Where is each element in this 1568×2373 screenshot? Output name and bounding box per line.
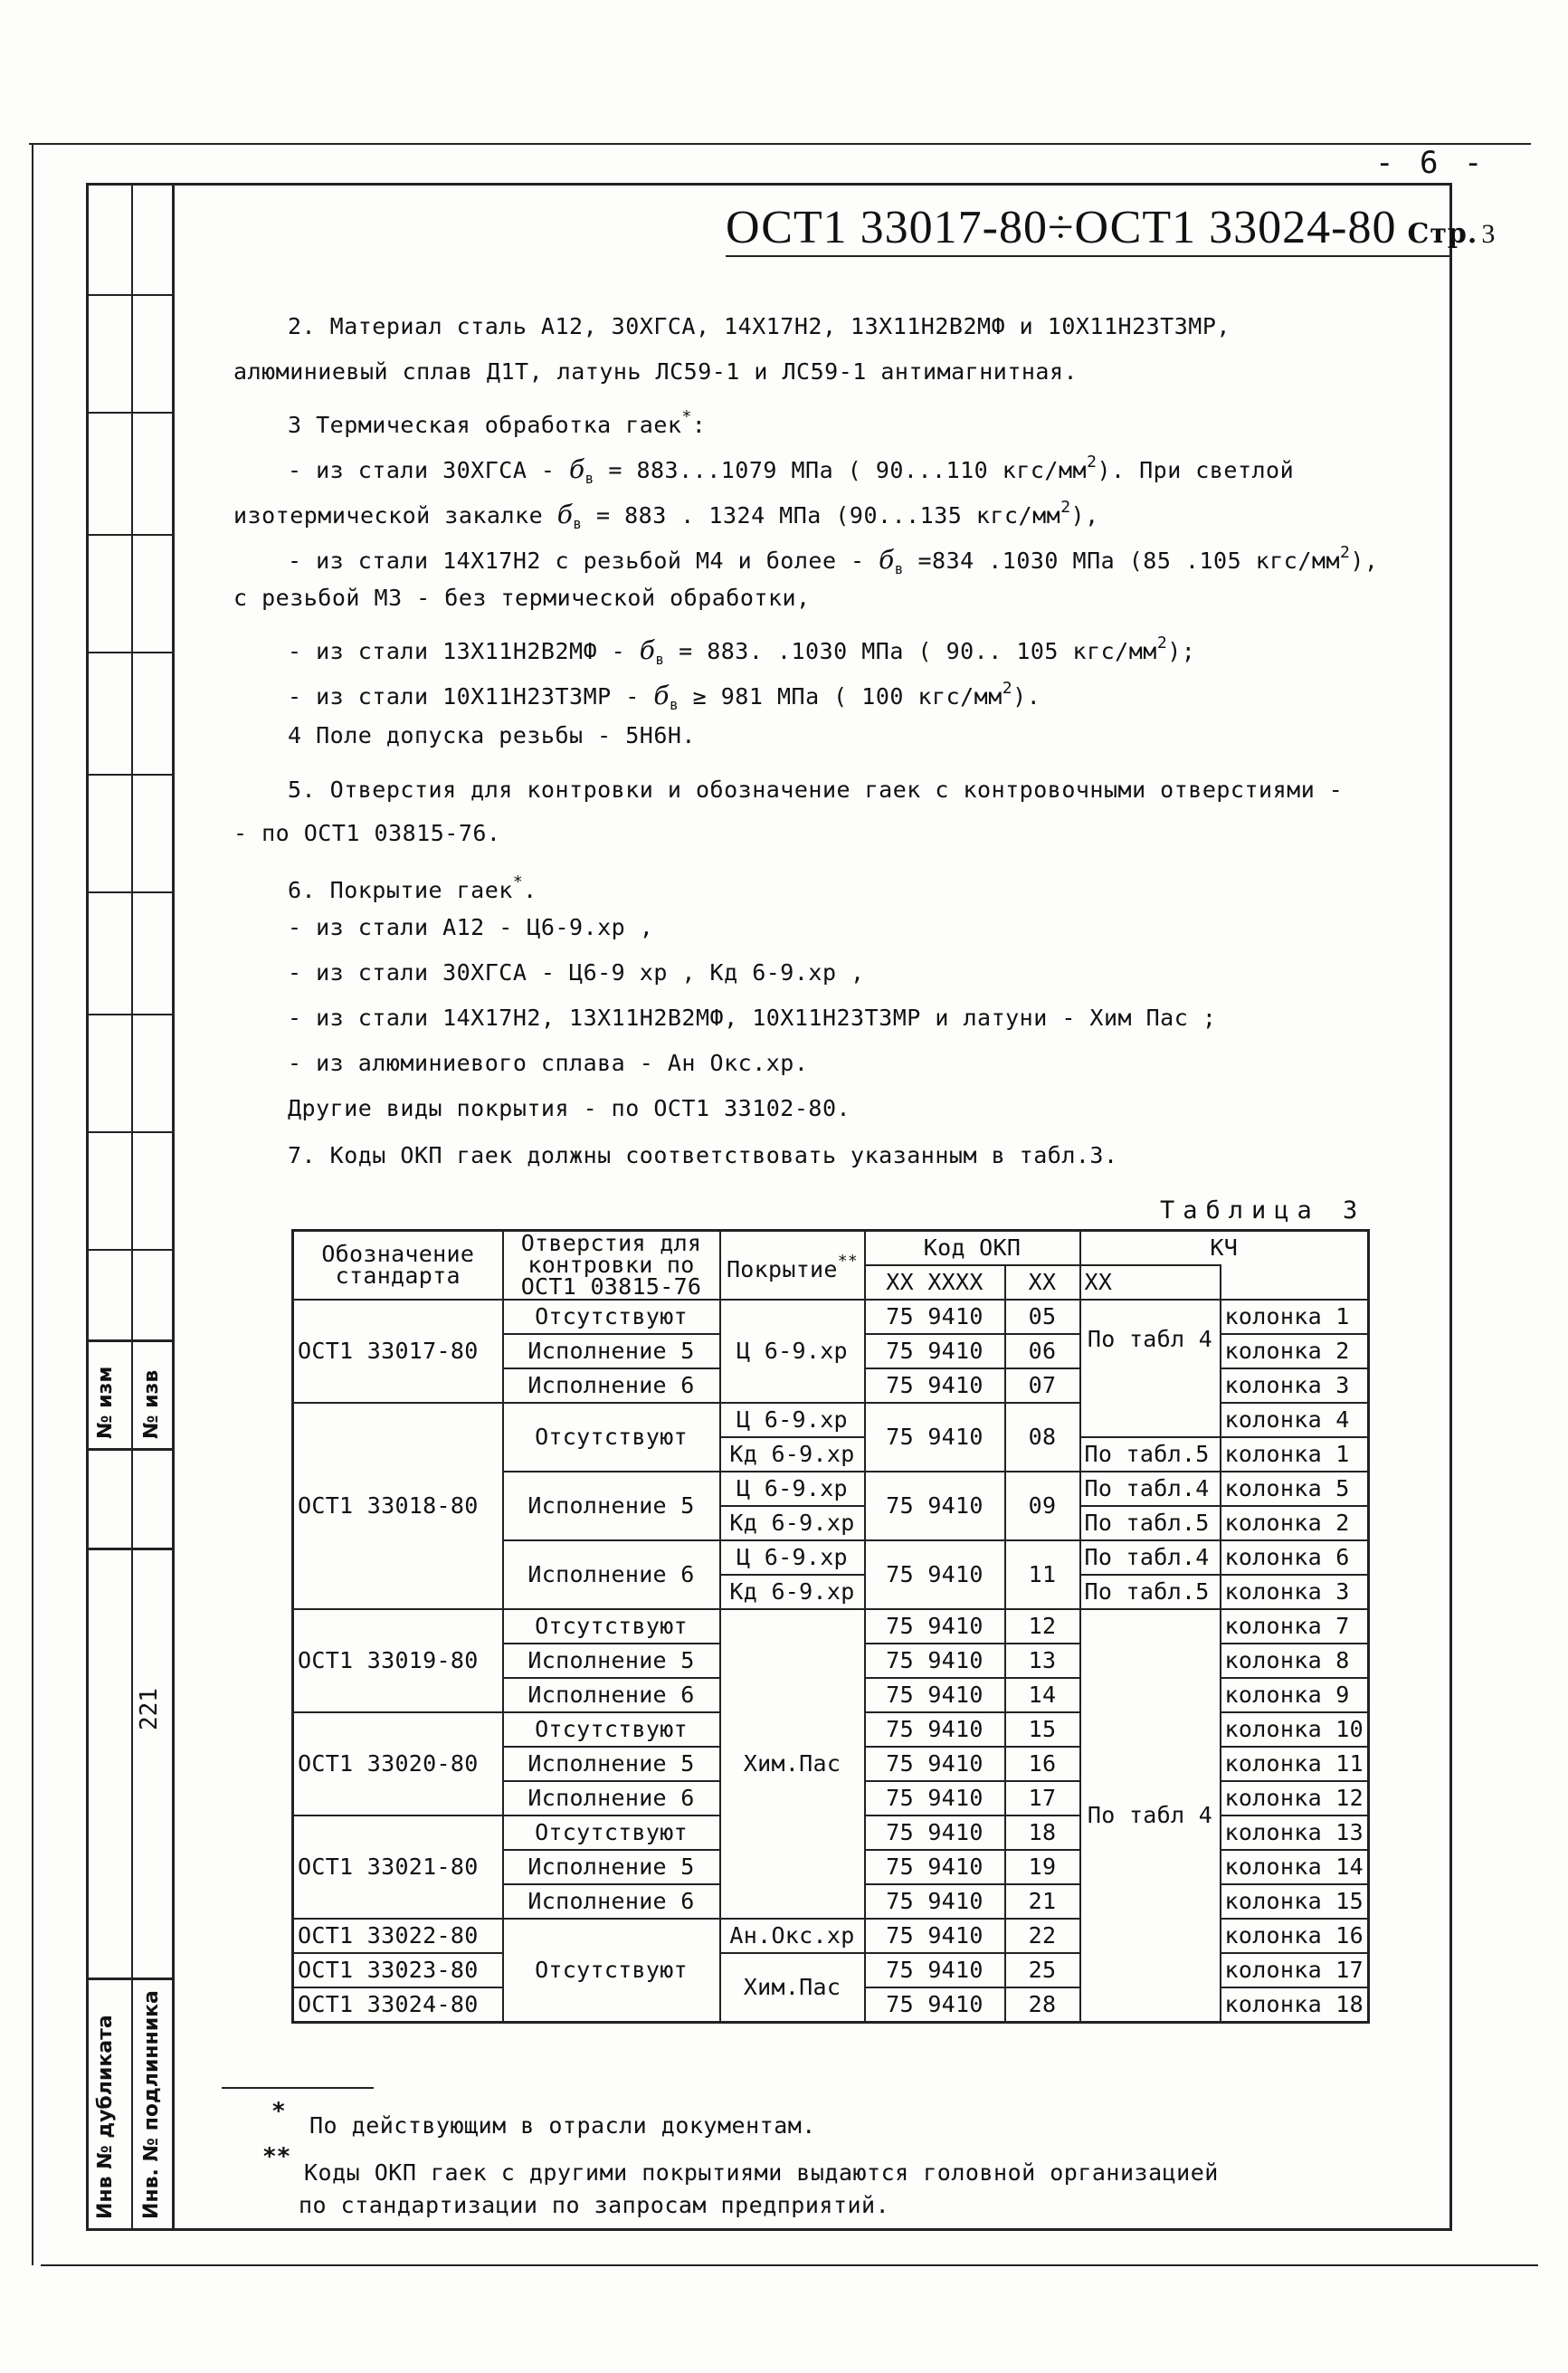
cell-suffix: 05 [1005,1300,1080,1334]
cell-std: ОСТ1 33019-80 [293,1609,503,1712]
cell-suffix: 18 [1005,1815,1080,1850]
cell-ref: По табл.5 [1080,1506,1221,1540]
strip-div [86,1131,173,1133]
cell-kch: колонка 3 [1221,1575,1369,1609]
cell-std: ОСТ1 33020-80 [293,1712,503,1815]
cell-coat: Ц 6-9.хр [720,1472,865,1506]
para-4: 4 Поле допуска резьбы - 5Н6Н. [288,722,696,748]
cell-suffix: 06 [1005,1334,1080,1368]
para-6-line-e: Другие виды покрытия - по ОСТ1 33102-80. [288,1095,851,1121]
strip-div [86,1249,173,1251]
cell-holes: Исполнение 6 [503,1368,720,1403]
cell-ref: По табл 4 [1080,1609,1221,2023]
stamp-izm: № изм [94,1366,117,1439]
cell-kch: колонка 2 [1221,1334,1369,1368]
cell-suffix: 07 [1005,1368,1080,1403]
cell-code: 75 9410 [865,1850,1005,1884]
para-6-line-b: - из стали 30ХГСА - Ц6-9 хр , Кд 6-9.хр , [288,959,865,986]
cell-kch: колонка 14 [1221,1850,1369,1884]
cell-code: 75 9410 [865,1472,1005,1540]
cell-holes: Исполнение 5 [503,1472,720,1540]
header-xx1: XX XXXX [865,1265,1005,1300]
table-row [293,1300,1369,1334]
okp-codes-table [291,1229,1370,2024]
cell-code: 75 9410 [865,1884,1005,1919]
cell-suffix: 15 [1005,1712,1080,1747]
cell-kch: колонка 4 [1221,1403,1369,1437]
frame-left-line [32,143,33,2265]
cell-holes: Отсутствуют [503,1815,720,1850]
cell-holes: Исполнение 5 [503,1334,720,1368]
footnote-1: По действующим в отрасли документам. [309,2112,816,2139]
para-6-line-c: - из стали 14Х17Н2, 13Х11Н2В2МФ, 10Х11Н23Т3МР и латуни - Хим Пас ; [288,1005,1217,1031]
para-3-line-f: - из стали $10Х11Н23Т3МР - б_в \ge 981$ МПа ( 100 кгс/$мм^2$). [288,679,1041,713]
cell-code: 75 9410 [865,1334,1005,1368]
footnote-separator [222,2087,374,2089]
header-xx3: XX [1080,1265,1221,1300]
inner-top-line [86,183,1452,186]
cell-kch: колонка 12 [1221,1781,1369,1815]
para-3-line-c: - из стали 14Х17Н2 с резьбой М4 и более - $б_в =834$ .1030 МПа (85 .105 кгс/$мм^2$), [288,543,1379,577]
cell-kch: колонка 2 [1221,1506,1369,1540]
para-6-heading: 6. Покрытие гаек*. [288,872,537,903]
cell-code: 75 9410 [865,1781,1005,1815]
strip-div [86,534,173,536]
para-3-line-b: изотермической закалке $б_в = 883$ . 1324 МПа (90...135 кгс/$мм^2$), [233,498,1099,532]
para-5-line-1: 5. Отверстия для контровки и обозначение гаек с контровочными отверстиями - [288,777,1344,803]
cell-coat: Ц 6-9.хр [720,1300,865,1403]
footnote-2-line-2: по стандартизации по запросам предприятий. [299,2192,890,2218]
table-caption: Таблица 3 [1160,1196,1366,1225]
cell-kch: колонка 15 [1221,1884,1369,1919]
cell-std: ОСТ1 33021-80 [293,1815,503,1919]
cell-holes: Отсутствуют [503,1609,720,1644]
footnote-mark-2: ** [262,2143,291,2170]
cell-suffix: 19 [1005,1850,1080,1884]
cell-suffix: 22 [1005,1919,1080,1953]
cell-kch: колонка 7 [1221,1609,1369,1644]
inner-bottom-line [86,2228,1452,2231]
strip-line-3 [172,183,175,2230]
cell-holes: Исполнение 5 [503,1644,720,1678]
cell-coat: Хим.Пас [720,1609,865,1919]
para-7: 7. Коды ОКП гаек должны соответствовать указанным в табл.3. [288,1142,1118,1168]
cell-coat: Кд 6-9.хр [720,1506,865,1540]
strip-div [86,1339,173,1342]
header-coat: Покрытие** [720,1231,865,1301]
cell-kch: колонка 1 [1221,1300,1369,1334]
cell-kch: колонка 6 [1221,1540,1369,1575]
cell-kch: колонка 16 [1221,1919,1369,1953]
cell-holes: Исполнение 6 [503,1678,720,1712]
page-number: - 6 - [1375,145,1487,181]
cell-ref: По табл.4 [1080,1472,1221,1506]
cell-code: 75 9410 [865,1368,1005,1403]
table-row [293,1609,1369,1644]
cell-kch: колонка 18 [1221,1987,1369,2023]
cell-std: ОСТ1 33023-80 [293,1953,503,1987]
strip-div [86,412,173,414]
cell-holes: Отсутствуют [503,1712,720,1747]
frame-bottom-line [41,2264,1538,2266]
cell-ref: По табл.5 [1080,1437,1221,1472]
cell-holes: Исполнение 6 [503,1884,720,1919]
cell-kch: колонка 8 [1221,1644,1369,1678]
standard-range: ОСТ1 33017-80÷ОСТ1 33024-80 [726,202,1397,253]
cell-std: ОСТ1 33022-80 [293,1919,503,1953]
para-6-line-d: - из алюминиевого сплава - Ан Окс.хр. [288,1050,809,1076]
cell-code: 75 9410 [865,1953,1005,1987]
para-5-line-2: - по ОСТ1 03815-76. [233,820,501,846]
cell-holes: Отсутствуют [503,1300,720,1334]
footnote-2-line-1: Коды ОКП гаек с другими покрытиями выдаются головной организацией [304,2159,1219,2186]
para-2-line-2: алюминиевый сплав Д1Т, латунь ЛС59-1 и ЛС59-1 антимагнитная. [233,358,1079,385]
strip-line-1 [86,183,89,2230]
cell-suffix: 21 [1005,1884,1080,1919]
stamp-izv: № изв [140,1369,163,1439]
cell-ref: По табл.4 [1080,1540,1221,1575]
para-6-line-a: - из стали А12 - Ц6-9.хр , [288,914,654,940]
para-3-line-d: с резьбой М3 - без термической обработки, [233,585,811,611]
inner-right-line [1449,183,1452,2230]
cell-suffix: 28 [1005,1987,1080,2023]
cell-code: 75 9410 [865,1712,1005,1747]
cell-suffix: 12 [1005,1609,1080,1644]
cell-kch: колонка 11 [1221,1747,1369,1781]
cell-coat: Ц 6-9.хр [720,1540,865,1575]
cell-kch: колонка 3 [1221,1368,1369,1403]
cell-kch: колонка 1 [1221,1437,1369,1472]
cell-kch: колонка 5 [1221,1472,1369,1506]
page-label: Стр. [1407,218,1478,250]
header-underline [726,255,1449,257]
stamp-number: 221 [136,1688,163,1730]
header-okp: Код ОКП [865,1231,1080,1266]
strip-div [86,774,173,776]
para-3-line-e: - из стали $13Х11Н2В2МФ - б_в = 883$. .1030 МПа ( 90.. 105 кгс/$мм^2$); [288,634,1196,668]
cell-holes: Исполнение 5 [503,1747,720,1781]
stamp-dubl: Инв № дубликата [94,2015,117,2219]
header-xx2: XX [1005,1265,1080,1300]
para-2-line-1: 2. Материал сталь А12, 30ХГСА, 14Х17Н2, 13Х11Н2В2МФ и 10Х11Н23Т3МР, [288,313,1231,339]
cell-kch: колонка 9 [1221,1678,1369,1712]
cell-kch: колонка 10 [1221,1712,1369,1747]
cell-code: 75 9410 [865,1609,1005,1644]
document-title [726,201,1496,254]
cell-code: 75 9410 [865,1747,1005,1781]
cell-std: ОСТ1 33018-80 [293,1403,503,1609]
para-3-heading: 3 Термическая обработка гаек*: [288,407,707,438]
header-holes: Отверстия для контровки по ОСТ1 03815-76 [503,1231,720,1301]
cell-code: 75 9410 [865,1403,1005,1472]
cell-coat: Ан.Окс.хр [720,1919,865,1953]
cell-suffix: 16 [1005,1747,1080,1781]
cell-code: 75 9410 [865,1678,1005,1712]
strip-div [86,294,173,296]
cell-std: ОСТ1 33024-80 [293,1987,503,2023]
strip-div [86,891,173,893]
header-blank [1221,1265,1369,1300]
cell-suffix: 17 [1005,1781,1080,1815]
para-3-line-a: - из стали 30ХГСА - $б_в = 883...1079$ МПа ( 90...110 кгс/$мм^2$). При светлой [288,453,1295,487]
footnote-mark-1: * [271,2098,286,2125]
strip-line-2 [131,183,133,2230]
cell-coat: Кд 6-9.хр [720,1437,865,1472]
cell-std: ОСТ1 33017-80 [293,1300,503,1403]
cell-code: 75 9410 [865,1300,1005,1334]
cell-code: 75 9410 [865,1644,1005,1678]
cell-suffix: 14 [1005,1678,1080,1712]
strip-div [86,652,173,653]
stamp-podl: Инв. № подлинника [140,1990,163,2219]
cell-kch: колонка 17 [1221,1953,1369,1987]
header-std: Обозначение стандарта [293,1231,503,1301]
cell-suffix: 25 [1005,1953,1080,1987]
cell-code: 75 9410 [865,1540,1005,1609]
strip-div [86,1448,173,1451]
page-no: 3 [1481,219,1497,249]
cell-suffix: 11 [1005,1540,1080,1609]
cell-coat: Кд 6-9.хр [720,1575,865,1609]
cell-kch: колонка 13 [1221,1815,1369,1850]
cell-ref: По табл 4 [1080,1300,1221,1437]
cell-code: 75 9410 [865,1919,1005,1953]
frame-top-line [29,143,1531,145]
cell-coat: Хим.Пас [720,1953,865,2023]
cell-code: 75 9410 [865,1987,1005,2023]
cell-coat: Ц 6-9.хр [720,1403,865,1437]
cell-suffix: 08 [1005,1403,1080,1472]
cell-ref: По табл.5 [1080,1575,1221,1609]
table-header-row [293,1231,1369,1266]
cell-suffix: 09 [1005,1472,1080,1540]
header-kch: КЧ [1080,1231,1369,1266]
strip-div [86,1014,173,1015]
strip-div [86,1548,173,1550]
cell-holes: Исполнение 6 [503,1540,720,1609]
cell-holes: Исполнение 5 [503,1850,720,1884]
cell-code: 75 9410 [865,1815,1005,1850]
cell-holes: Отсутствуют [503,1403,720,1472]
strip-div [86,1978,173,1980]
cell-holes: Исполнение 6 [503,1781,720,1815]
cell-suffix: 13 [1005,1644,1080,1678]
cell-holes: Отсутствуют [503,1919,720,2023]
